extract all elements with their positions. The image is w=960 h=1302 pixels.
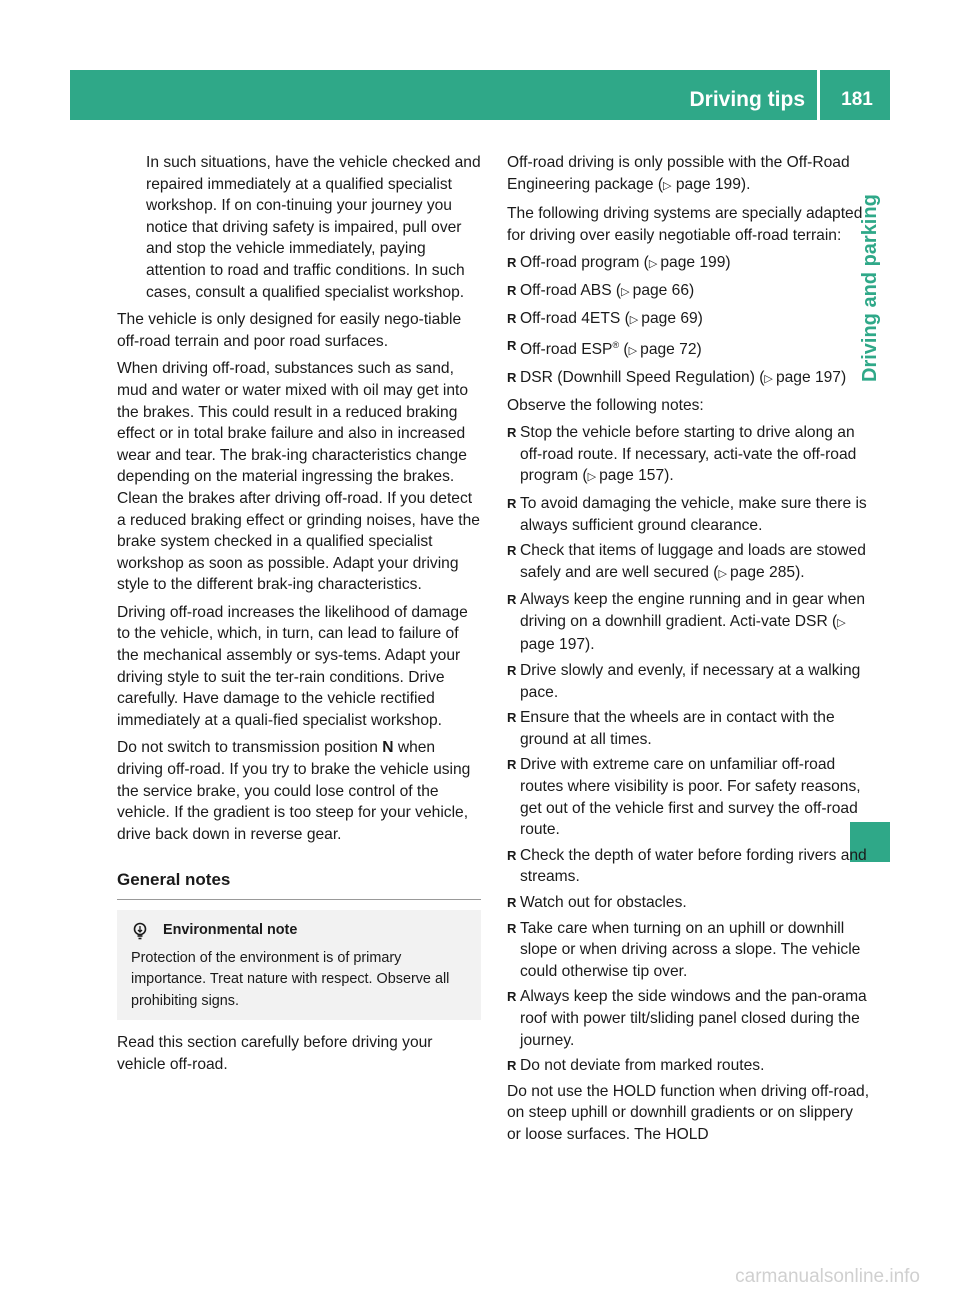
environmental-note-header [131, 920, 469, 942]
lightbulb-icon [131, 922, 149, 940]
text: Off-road ABS ( [520, 281, 622, 299]
environmental-note-box [117, 910, 481, 1020]
bullet-icon: R [507, 663, 517, 679]
list-item [507, 308, 871, 332]
paragraph: When driving off-road, substances such as sand, mud and water or water mixed with oil may get into the brakes. This could result in a reduced braking effect or in total brake failure and also in increased wear and tear. The brak-ing characteristics change depending on the material ingressing the brakes. Clean the brakes after driving off-road. If you detect a reduced braking effect or grinding noises, have the brake system checked in a qualified specialist workshop as soon as possible. Adapt your driving style to the different brak-ing characteristics. [117, 360, 480, 594]
list-item [507, 252, 871, 276]
text: Off-road driving is only possible with the Off-Road Engineering package ( [507, 154, 850, 193]
text: Do not switch to transmission position [117, 739, 383, 757]
text: ) [689, 281, 695, 299]
text: Drive with extreme care on unfamiliar off-road routes where visibility is poor. For safety reasons, get out of the vehicle first and survey the off-road route. [520, 756, 861, 839]
bullet-icon: R [507, 282, 517, 298]
list-item [507, 1055, 871, 1077]
arrow-icon: ▷ [629, 313, 642, 326]
page-reference[interactable]: page 285 [730, 563, 796, 581]
bullet-icon: R [507, 369, 517, 385]
text: ) [725, 254, 731, 272]
text: Off-road program ( [520, 254, 649, 272]
list-item [507, 918, 871, 983]
bullet-icon: R [507, 543, 517, 559]
section-title: Driving tips [689, 70, 820, 120]
arrow-icon: ▷ [648, 258, 661, 271]
bullet-icon: R [507, 495, 517, 511]
text: ) [840, 368, 847, 386]
chapter-tab-label: Driving and parking [859, 194, 881, 382]
text: ) [697, 309, 703, 327]
list-item [507, 589, 871, 656]
notes-list [507, 422, 871, 1077]
text: ) [696, 341, 702, 359]
text: Check the depth of water before fording rivers and streams. [520, 846, 867, 886]
list-item [507, 845, 871, 888]
arrow-icon: ▷ [621, 285, 633, 298]
text: ( [619, 341, 629, 359]
page-header [70, 70, 890, 120]
text: Ensure that the wheels are in contact with the ground at all times. [520, 709, 835, 748]
paragraph: Do not use the HOLD function when driving off-road, on steep uphill or downhill gradients or on slippery or loose surfaces. The HOLD [507, 1082, 870, 1143]
list-item [507, 280, 871, 304]
text: Off-road ESP [520, 341, 613, 359]
list-item [507, 367, 871, 391]
list-item [507, 335, 871, 363]
page-reference[interactable]: page 69 [641, 309, 698, 327]
text: ). [795, 563, 805, 581]
bullet-icon: R [507, 592, 517, 608]
arrow-icon: ▷ [764, 372, 776, 385]
bullet-icon: R [507, 310, 517, 326]
arrow-icon: ▷ [718, 567, 731, 580]
page-reference[interactable]: page 66 [632, 281, 690, 299]
text: Off-road 4ETS ( [520, 309, 630, 327]
registered-mark: ® [612, 340, 620, 351]
page-number: 181 [841, 89, 873, 110]
list-item [507, 986, 871, 1051]
environmental-note-text: Protection of the environment is of primary importance. Treat nature with respect. Observe all prohibiting signs. [131, 949, 450, 1009]
section-heading: General notes [117, 869, 481, 900]
paragraph [117, 737, 481, 845]
arrow-icon: ▷ [587, 471, 600, 484]
page-reference[interactable]: page 157 [599, 467, 665, 485]
list-item [507, 707, 871, 750]
bullet-icon: R [507, 1058, 517, 1074]
page-reference[interactable]: page 72 [640, 341, 697, 359]
text: Check that items of luggage and loads are stowed safely and are well secured ( [520, 542, 866, 581]
page-reference[interactable]: page 197 [520, 636, 586, 654]
paragraph: The vehicle is only designed for easily nego-tiable off-road terrain and poor road surfaces. [117, 311, 462, 350]
text: DSR (Downhill Speed Regulation) ( [520, 368, 765, 386]
text: Always keep the engine running and in gear when driving on a downhill gradient. Acti-vate DSR ( [520, 591, 866, 630]
page-reference[interactable]: page 199 [675, 175, 741, 193]
page-reference[interactable]: page 199 [660, 254, 726, 272]
text: Always keep the side windows and the pan-orama roof with power tilt/sliding panel closed during the journey. [520, 988, 867, 1049]
text: ). [585, 636, 595, 654]
left-column [117, 152, 481, 1082]
warning-continuation: In such situations, have the vehicle checked and repaired immediately at a qualified specialist workshop. If on con-tinuing your journey you notice that driving safety is impaired, pull over and stop the vehicle immediately, paying attention to road and traffic conditions. In such cases, consult a qualified specialist workshop. [146, 154, 481, 301]
text: To avoid damaging the vehicle, make sure there is always sufficient ground clearance. [520, 494, 867, 534]
list-item [507, 422, 871, 489]
text: Stop the vehicle before starting to drive along an off-road route. If necessary, acti-vate the off-road program ( [520, 424, 857, 485]
bullet-icon: R [507, 989, 517, 1005]
arrow-icon: ▷ [628, 345, 641, 358]
driving-systems-list [507, 252, 871, 390]
text: Drive slowly and evenly, if necessary at a walking pace. [520, 662, 861, 701]
paragraph: The following driving systems are specially adapted for driving over easily negotiable off-road terrain: [507, 205, 863, 244]
page-reference[interactable]: page 197 [775, 368, 841, 386]
bullet-icon: R [507, 920, 517, 936]
text: Take care when turning on an uphill or downhill slope or when driving across a slope. The vehicle could otherwise tip over. [520, 919, 861, 980]
paragraph: Observe the following notes: [507, 396, 704, 414]
text: when driving off-road. If you try to brake the vehicle using the service brake, you could lose control of the vehicle. If the gradient is too steep for your vehicle, drive back down in reverse gear. [117, 739, 471, 843]
environmental-note-title: Environmental note [163, 922, 298, 938]
bullet-icon: R [507, 255, 517, 271]
text: Do not deviate from marked routes. [520, 1057, 765, 1075]
text: ). [664, 467, 674, 485]
right-column [507, 152, 871, 1152]
list-item [507, 754, 871, 840]
bullet-icon: R [507, 338, 517, 354]
list-item [507, 540, 871, 585]
arrow-icon: ▷ [663, 179, 672, 192]
paragraph: Driving off-road increases the likelihood of damage to the vehicle, which, in turn, can lead to failure of the mechanical assembly or sys-tems. Adapt your driving style to suit the ter-rain conditions. Drive carefully. Have damage to the vehicle rectified immediately at a quali-fied specialist workshop. [117, 603, 468, 729]
list-item [507, 660, 871, 703]
bullet-icon: R [507, 757, 517, 773]
bullet-icon: R [507, 847, 517, 863]
list-item [507, 892, 871, 914]
text: Watch out for obstacles. [520, 894, 687, 911]
gear-position: N [382, 739, 394, 757]
text: ). [740, 175, 751, 193]
bullet-icon: R [507, 710, 517, 726]
bullet-icon: R [507, 895, 517, 910]
paragraph: Read this section carefully before driving your vehicle off-road. [117, 1034, 433, 1073]
list-item [507, 493, 871, 536]
bullet-icon: R [507, 425, 517, 441]
paragraph [507, 152, 871, 197]
watermark: carmanualsonline.info [735, 1266, 920, 1287]
arrow-icon: ▷ [837, 616, 846, 629]
